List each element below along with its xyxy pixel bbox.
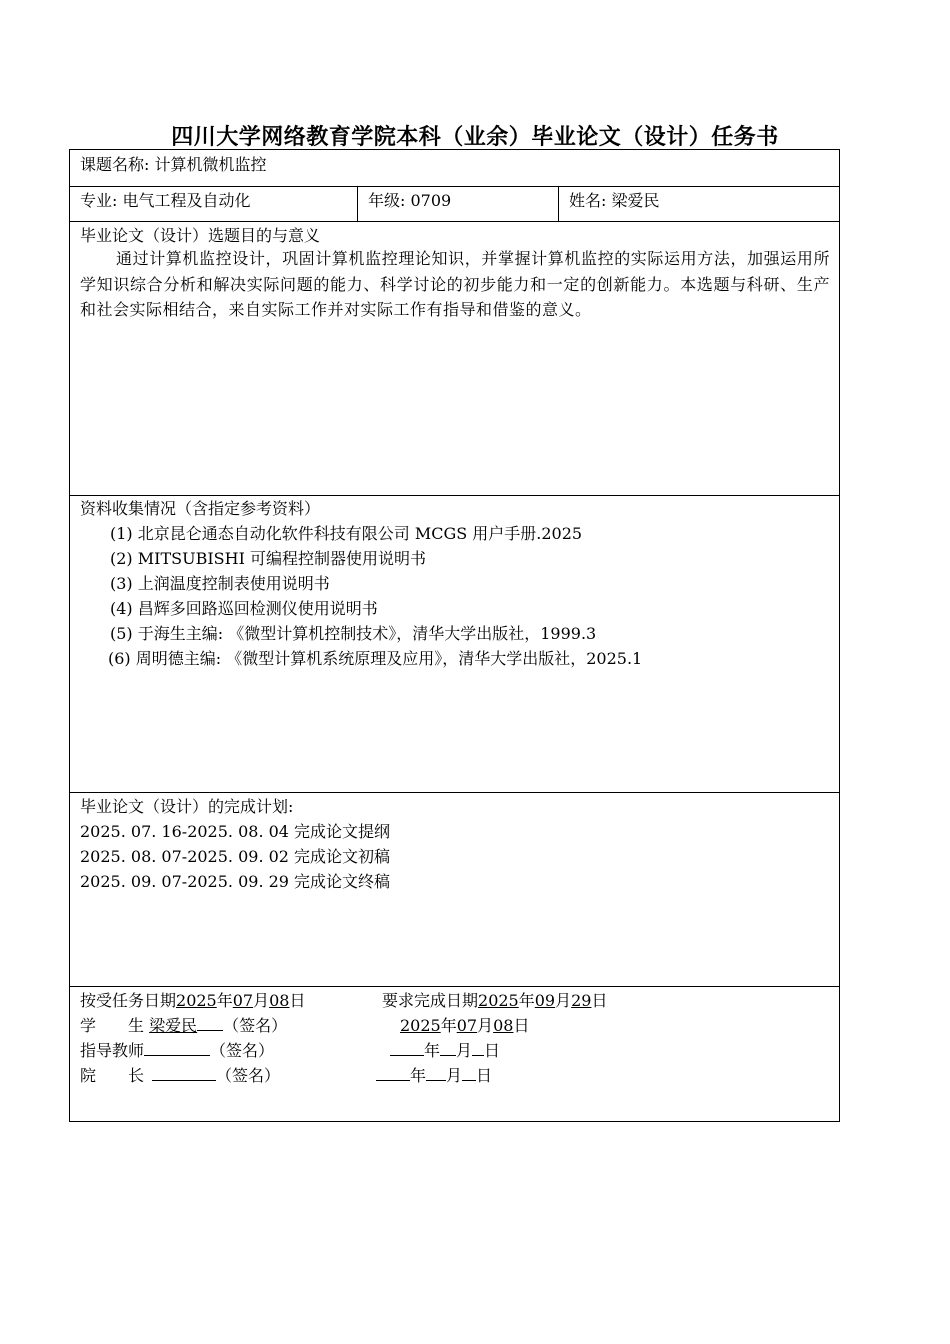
grade-cell (368, 188, 451, 213)
accept-date-label: 按受任务日期 (80, 991, 177, 1010)
dean-label: 院 长 (80, 1066, 145, 1085)
document-title: 四川大学网络教育学院本科（业余）毕业论文（设计）任务书 (171, 125, 779, 150)
reference-item: (4) 昌辉多回路巡回检测仪使用说明书 (110, 599, 378, 618)
sign-note: （签名） (210, 1041, 275, 1060)
topic-value: 计算机微机监控 (154, 155, 267, 174)
references-heading: 资料收集情况（含指定参考资料） (80, 499, 321, 518)
dean-date-line (376, 1063, 492, 1088)
year-char: 年 (216, 991, 233, 1010)
student-year: 2025 (400, 1016, 441, 1035)
month-char: 月 (456, 1041, 473, 1060)
purpose-body: 通过计算机监控设计，巩固计算机监控理论知识，并掌握计算机监控的实际运用方法，加强运用所学知识综合分析和解决实际问题的能力、科学讨论的初步能力和一定的创新能力。本选题与科研、生产和社会实际相结合，来自实际工作并对实际工作有指导和借鉴的意义。 (80, 249, 830, 319)
reference-item: (2) MITSUBISHI 可编程控制器使用说明书 (110, 549, 426, 568)
due-year: 2025 (478, 991, 519, 1010)
year-char: 年 (410, 1066, 427, 1085)
plan-item: 2025. 08. 07-2025. 09. 02 完成论文初稿 (80, 847, 391, 866)
cell-divider (558, 186, 559, 221)
purpose-heading: 毕业论文（设计）选题目的与意义 (80, 226, 321, 245)
row-divider (70, 792, 839, 793)
day-char: 日 (591, 991, 608, 1010)
advisor-label: 指导教师 (80, 1041, 145, 1060)
row-divider (70, 221, 839, 222)
accept-month: 07 (232, 991, 254, 1010)
student-name: 梁爱民 (149, 1016, 198, 1035)
due-date-line (382, 988, 608, 1013)
year-char: 年 (440, 1016, 457, 1035)
row-divider (70, 986, 839, 987)
major-value: 电气工程及自动化 (122, 191, 251, 210)
due-date-label: 要求完成日期 (382, 991, 479, 1010)
plan-item: 2025. 09. 07-2025. 09. 29 完成论文终稿 (80, 872, 391, 891)
sign-note: （签名） (216, 1066, 281, 1085)
row-divider (70, 186, 839, 187)
year-char: 年 (424, 1041, 441, 1060)
day-char: 日 (476, 1066, 493, 1085)
topic-row (80, 152, 267, 177)
major-cell (80, 188, 251, 213)
student-sign-line (80, 1013, 287, 1038)
month-char: 月 (253, 991, 270, 1010)
advisor-sign-line (80, 1038, 274, 1063)
reference-item: (3) 上润温度控制表使用说明书 (110, 574, 330, 593)
accept-day: 08 (269, 991, 290, 1010)
accept-year: 2025 (176, 991, 217, 1010)
reference-item: (5) 于海生主编: 《微型计算机控制技术》，清华大学出版社，1999.3 (110, 624, 597, 643)
reference-item: (6) 周明德主编: 《微型计算机系统原理及应用》，清华大学出版社，2025.1 (108, 649, 643, 668)
year-blank[interactable] (376, 1063, 410, 1081)
month-char: 月 (446, 1066, 463, 1085)
day-char: 日 (289, 991, 306, 1010)
topic-label: 课题名称: (80, 155, 150, 174)
name-label: 姓名: (569, 191, 607, 210)
dean-sign-line (80, 1063, 280, 1088)
month-blank[interactable] (440, 1038, 456, 1056)
plan-heading: 毕业论文（设计）的完成计划: (80, 797, 294, 816)
year-blank[interactable] (390, 1038, 424, 1056)
sign-note: （签名） (223, 1016, 288, 1035)
student-month: 07 (456, 1016, 478, 1035)
accept-date-line (80, 988, 306, 1013)
name-value: 梁爱民 (611, 191, 660, 210)
reference-item: (1) 北京昆仑通态自动化软件科技有限公司 MCGS 用户手册.2025 (110, 524, 583, 543)
day-char: 日 (484, 1041, 501, 1060)
due-day: 29 (571, 991, 592, 1010)
cell-divider (357, 186, 358, 221)
signature-blank[interactable] (197, 1013, 223, 1031)
grade-label: 年级: (368, 191, 406, 210)
task-form-table (69, 149, 840, 1122)
dean-signature-blank[interactable] (152, 1063, 216, 1081)
major-label: 专业: (80, 191, 118, 210)
advisor-signature-blank[interactable] (144, 1038, 210, 1056)
year-char: 年 (518, 991, 535, 1010)
due-month: 09 (534, 991, 556, 1010)
student-label: 学 生 (80, 1016, 145, 1035)
day-char: 日 (513, 1016, 530, 1035)
month-blank[interactable] (426, 1063, 446, 1081)
month-char: 月 (555, 991, 572, 1010)
day-blank[interactable] (472, 1038, 484, 1056)
name-cell (569, 188, 660, 213)
plan-item: 2025. 07. 16-2025. 08. 04 完成论文提纲 (80, 822, 391, 841)
student-day: 08 (493, 1016, 514, 1035)
grade-value: 0709 (410, 191, 452, 210)
student-date-line (400, 1013, 529, 1038)
advisor-date-line (390, 1038, 500, 1063)
month-char: 月 (477, 1016, 494, 1035)
day-blank[interactable] (462, 1063, 476, 1081)
